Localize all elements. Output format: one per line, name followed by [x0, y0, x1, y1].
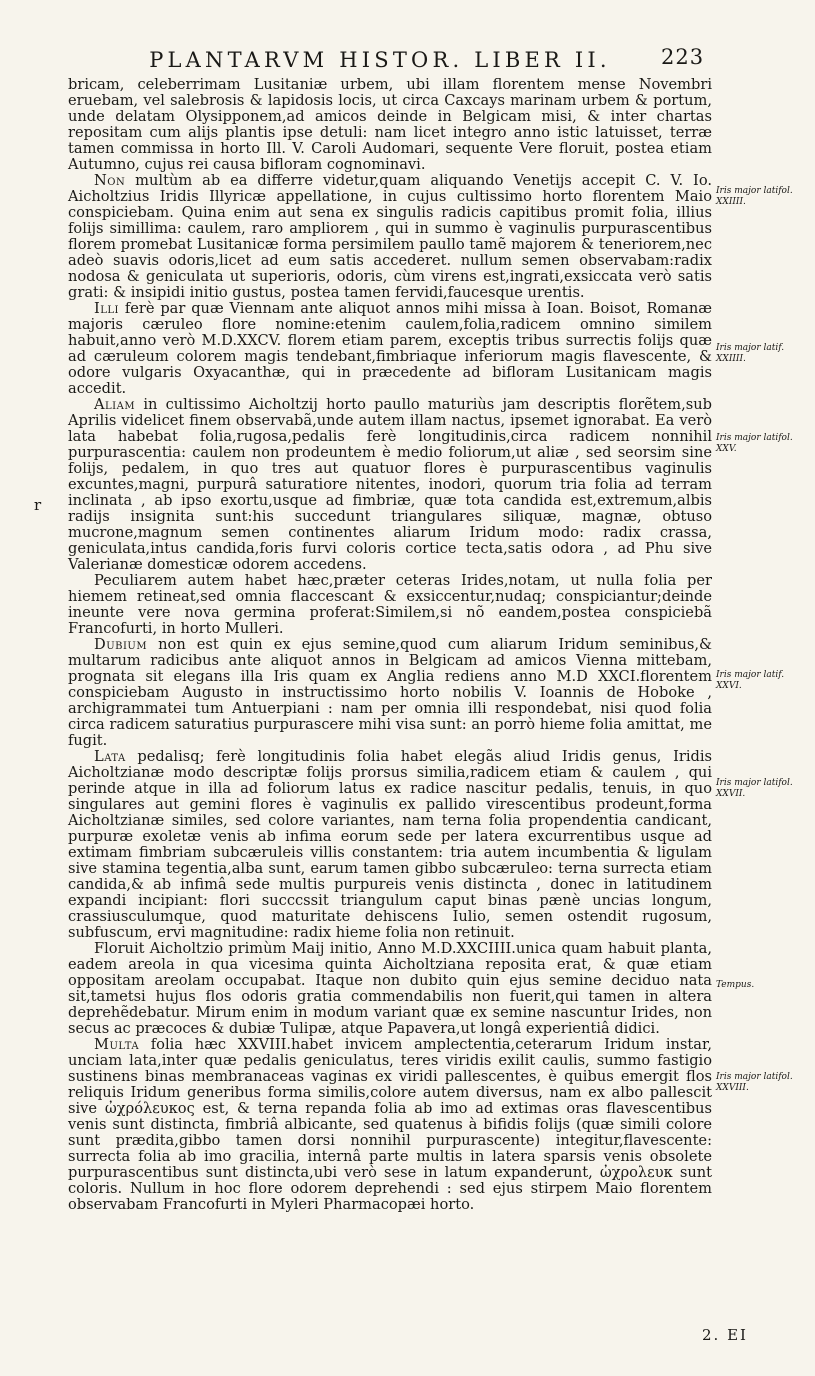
paragraph-3: [68, 301, 712, 397]
paragraph-initial: Illi: [94, 300, 119, 317]
paragraph-text: multùm ab ea differre videtur,quam aliquando Venetijs accepit C. V. Io. Aicholtzius Iridis Illyricæ appellatione, in cujus cultissimo horto florentem Maio conspiciebam. Quina enim aut sena ex singulis radicis capitibus promit folia, illius folijs simillima: caulem, raro ampliorem , qui in summo è vaginulis purpurascentibus florem promebat Lusitanicæ forma persimilem paullo tamẽ majorem & teneriorem,nec adeò suavis odoris,licet ad eum satis accederet. nullum semen observabam:radix nodosa & geniculata ut superioris, odoris, cùm virens est,ingrati,exsiccata verò satis grati: & insipidi initio gustus, postea tamen fervidi,faucesque urentis.: [68, 172, 712, 301]
paragraph-2: [68, 173, 712, 301]
running-title: PLANTARVM HISTOR. LIBER II.: [149, 48, 611, 72]
margin-note-tempus: Tempus.: [716, 980, 755, 990]
margin-note-iris-xxiiii: Iris major latifol. XXIIII.: [716, 186, 793, 207]
paragraph-initial: Lata: [94, 748, 126, 765]
paragraph-7: [68, 749, 712, 941]
margin-note-iris-xxiiii-alt: Iris major latif. XXIIII.: [716, 343, 785, 364]
paragraph-text: ferè par quæ Viennam ante aliquot annos mihi missa à Ioan. Boisot, Romanæ majoris cæruleo flore nomine:etenim caulem,folia,radicem omnino similem habuit,anno verò M.D.XXCV. florem etiam parem, exceptis tribus surrectis folijs quæ ad cæruleum colorem magis tendebant,fimbriaque inferiorum magis flavescente, & odore vulgaris Oxyacanthæ, qui in præcedente ad bifloram Lusitanicam magis accedit.: [68, 300, 712, 397]
paragraph-8: [68, 941, 712, 1037]
margin-note-iris-xxviii: Iris major latifol. XXVIII.: [716, 1072, 793, 1093]
body-text: [68, 77, 712, 1213]
paragraph-4: [68, 397, 712, 573]
paragraph-initial: Multa: [94, 1036, 140, 1053]
paragraph-6: [68, 637, 712, 749]
paragraph-text: non est quin ex ejus semine,quod cum aliarum Iridum seminibus,& multarum radicibus ante aliquot annos in Belgicam ad amicos Vienna mittebam, prognata sit elegans illa Iris quam ex Anglia rediens anno M.D XXCI.florentem conspiciebam Augusto in instructissimo horto nobilis V. Ioannis de Hoboke , archigrammatei tum Antuerpiani : nam per omnia illi respondebat, nisi quod folia circa radicem saturatius purpurascere mihi visa sunt: an porrò hieme folia amittat, me fugit.: [68, 636, 712, 749]
margin-note-iris-xxvi: Iris major latif. XXVI.: [716, 670, 785, 691]
paragraph-text: Peculiarem autem habet hæc,præter ceteras Irides,notam, ut nulla folia per hiemem retineat,sed omnia flaccescant & exsiccentur,nudaq; conspiciantur;deinde ineunte vere nova germina proferat:Similem,si nõ eandem,postea conspiciebã Francofurti, in horto Mulleri.: [68, 572, 712, 637]
paragraph-text: bricam, celeberrimam Lusitaniæ urbem, ubi illam florentem mense Novembri eruebam, vel salebrosis & lapidosis locis, ut circa Caxcays marinam urbem & portum, unde delatam Olysipponem,ad amicos deinde in Belgicam misi, & inter chartas repositam cum alijs plantis ipse detuli: nam licet integro anno istic latuisset, terræ tamen commissa in horto Ill. V. Caroli Audomari, sequente Vere floruit, postea etiam Autumno, cujus rei causa bifloram cognominavi.: [68, 76, 712, 173]
paragraph-initial: Non: [94, 172, 126, 189]
page-header: [0, 40, 815, 80]
margin-note-iris-xxvii: Iris major latifol. XXVII.: [716, 778, 793, 799]
paragraph-1: [68, 77, 712, 173]
paragraph-text: pedalisq; ferè longitudinis folia habet elegãs aliud Iridis genus, Iridis Aicholtzianæ modo descriptæ folijs prorsus similia,radicem etiam & caulem , qui perinde atque in illa ad foliorum latus ex radice nascitur pedalis, tenuis, in quo singulares aut gemini flores è vaginulis ex pallido virescentibus prodeunt,forma Aicholtzianæ similes, sed colore variantes, nam terna folia propendentia candicant, purpuræ exoletæ venis ab infima eorum sede per latera excurrentibus usque ad extimam fimbriam subcæruleis villis constantem: tria autem incumbentia & ligulam sive stamina tegentia,alba sunt, earum tamen gibbo subcæruleo: terna surrecta etiam candida,& ab infimâ sede multis purpureis venis distincta , donec in latitudinem expandi incipiant: flori succcssit triangulum caput binas pænè uncias longum, crassiusculumque, quod maturitate dehiscens Iulio, semen ostendit rugosum, subfuscum, ervi magnitudine: radix hieme folia non retinuit.: [68, 748, 712, 941]
margin-note-iris-xxv: Iris major latifol. XXV.: [716, 433, 793, 454]
paragraph-text: in cultissimo Aicholtzij horto paullo maturiùs jam descriptis florẽtem,sub Aprilis videlicet finem observabã,unde autem illam nactus, ipsemet ignorabat. Ea verò lata habebat folia,rugosa,pedalis ferè longitudinis,circa radicem nonnihil purpurascentia: caulem non prodeuntem è medio foliorum,ut aliæ , sed seorsim sine folijs, pedalem, in quo tres aut quatuor flores è purpurascentibus vaginulis excuntes,magni, purpurâ saturatiore nitentes, inodori, quorum tria folia ad terram inclinata , ab ipso exortu,usque ad fimbriæ, quæ tota candida est,extremum,albis radijs insignita sunt:his succedunt triangulares siliquæ, magnæ, obtuso mucrone,magnum semen continentes aliarum Iridum modo: radix crassa, geniculata,intus candida,foris furvi coloris cortice tecta,satis odora , ad Phu sive Valerianæ domesticæ odorem accedens.: [68, 396, 712, 573]
paragraph-5: [68, 573, 712, 637]
page-number: 223: [661, 45, 705, 69]
stray-mark: r: [34, 496, 42, 514]
paragraph-initial: Dubium: [94, 636, 148, 653]
paragraph-text: folia hæc XXVIII.habet invicem amplectentia,ceterarum Iridum instar, unciam lata,inter quæ pedalis geniculatus, teres viridis exilit caulis, summo fastigio sustinens binas membranaceas vaginas ex viridi pallescentes, è quibus emergit flos reliquis Iridum generibus forma similis,colore autem diversus, nam ex albo pallescit sive ὠχρόλευκος est, & terna repanda folia ab imo ad extimas oras flavescentibus venis sunt distincta, fimbriâ albicante, sed quatenus à bifidis folijs (quæ simili colore sunt prædita,gibbo tamen dorsi nonnihil purpurascente) integitur,flavescente: surrecta folia ab imo gracilia, internâ parte multis in latera sparsis venis obsolete purpurascentibus sunt distincta,ubi verò sese in latum expanderunt, ὠχρολευκ sunt coloris. Nullum in hoc flore odorem deprehendi : sed ejus stirpem Maio florentem observabam Francofurti in Myleri Pharmacopæi horto.: [68, 1036, 712, 1213]
catchword: 2. EI: [702, 1326, 748, 1344]
paragraph-9: [68, 1037, 712, 1213]
paragraph-text: Floruit Aicholtzio primùm Maij initio, Anno M.D.XXCIIII.unica quam habuit planta, eadem areola in qua vicesima quinta Aicholtziana reposita erat, & quæ etiam oppositam areolam occupabat. Itaque non dubito quin ejus semine deciduo nata sit,tametsi hujus flos odoris gratia commendabilis non fuerit,qui tamen in altera deprehẽdebatur. Mirum enim in modum variant quæ ex semine nascuntur Irides, non secus ac præcoces & dubiæ Tulipæ, atque Papavera,ut longâ experientiâ didici.: [68, 940, 712, 1037]
paragraph-initial: Aliam: [94, 396, 136, 413]
